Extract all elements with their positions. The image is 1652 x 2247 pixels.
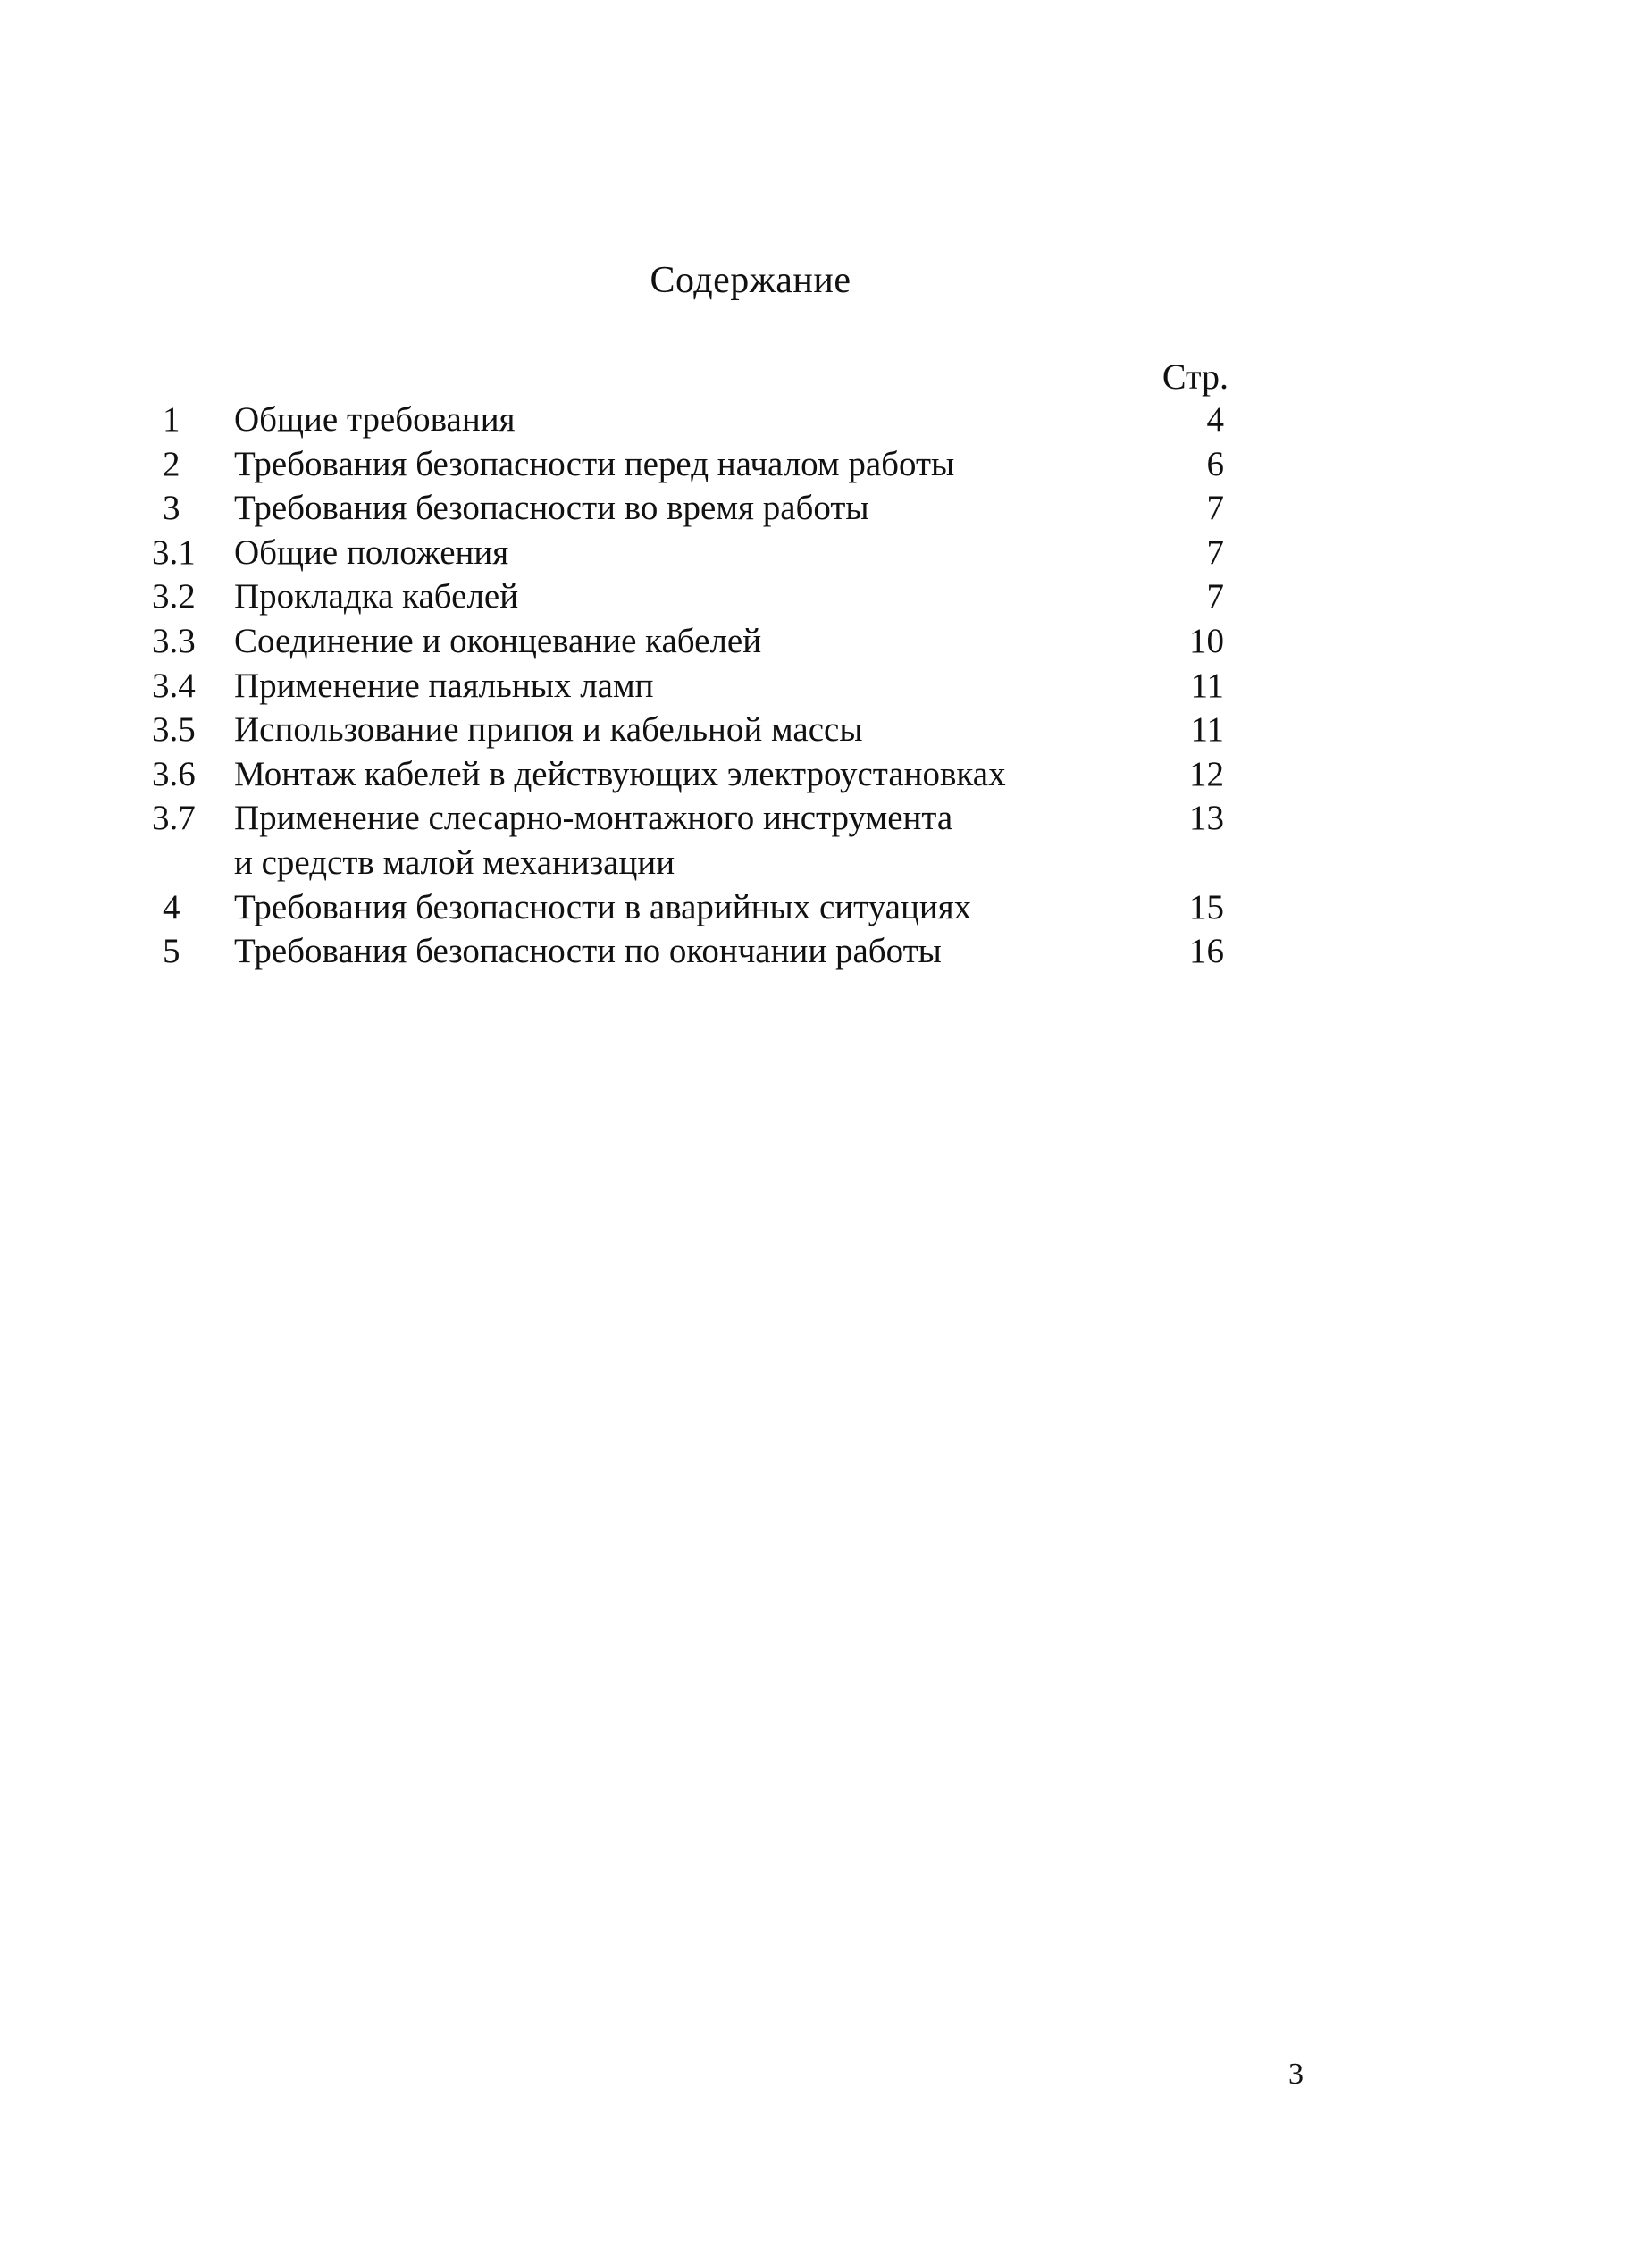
toc-entry-page: 16 <box>1189 932 1224 971</box>
toc-entry <box>152 752 1242 797</box>
page-column-header: Стр. <box>1161 356 1229 397</box>
toc-entry-page: 12 <box>1189 754 1224 793</box>
toc-entry-title: Требования безопасности перед началом работы <box>234 444 955 483</box>
toc-entry-number: 3.3 <box>152 621 196 660</box>
page-number: 3 <box>1288 2058 1304 2091</box>
toc-entry <box>152 398 1242 442</box>
toc-entry <box>152 708 1242 752</box>
toc-entry-number: 3.1 <box>152 532 196 572</box>
toc-entry-title-continuation: и средств малой механизации <box>234 843 675 882</box>
toc-entry-page: 4 <box>1206 400 1224 439</box>
toc-entry-number: 4 <box>163 887 180 926</box>
toc-entry-page: 7 <box>1206 489 1224 528</box>
toc-entry-number: 1 <box>163 400 180 439</box>
toc-entry <box>152 796 1242 841</box>
toc-entry-number: 3.4 <box>152 666 196 705</box>
toc-entry-title: Использование припоя и кабельной массы <box>234 710 863 750</box>
toc-entry-page: 15 <box>1189 887 1224 926</box>
toc-list <box>152 398 1242 974</box>
toc-entry-title: Соединение и оконцевание кабелей <box>234 621 762 660</box>
toc-entry <box>152 619 1242 664</box>
toc-entry-title: Применение паяльных ламп <box>234 666 654 705</box>
toc-entry <box>152 929 1242 974</box>
toc-title: Содержание <box>650 260 851 301</box>
toc-entry-title: Требования безопасности в аварийных ситуациях <box>234 887 972 926</box>
toc-entry <box>152 486 1242 531</box>
toc-entry-page: 10 <box>1189 621 1224 660</box>
toc-entry-title: Прокладка кабелей <box>234 577 519 616</box>
toc-entry-title: Требования безопасности по окончании работы <box>234 932 942 971</box>
toc-entry-page: 6 <box>1206 444 1224 483</box>
toc-entry <box>152 885 1242 930</box>
toc-entry-title: Применение слесарно-монтажного инструмента <box>234 799 953 838</box>
toc-entry-number: 2 <box>163 444 180 483</box>
toc-entry <box>152 574 1242 619</box>
toc-entry-title: Общие положения <box>234 532 509 572</box>
toc-entry-title: Общие требования <box>234 400 516 439</box>
toc-entry-number: 3.5 <box>152 710 196 750</box>
toc-entry-continuation <box>152 841 1242 885</box>
toc-entry-number: 3.2 <box>152 577 196 616</box>
toc-entry-number: 5 <box>163 932 180 971</box>
toc-entry-number: 3.6 <box>152 754 196 793</box>
toc-entry-page: 11 <box>1190 666 1224 705</box>
toc-entry <box>152 664 1242 708</box>
toc-entry-number: 3.7 <box>152 799 196 838</box>
toc-entry <box>152 442 1242 487</box>
toc-entry-title: Монтаж кабелей в действующих электроустановках <box>234 754 1006 793</box>
toc-entry-page: 11 <box>1190 710 1224 750</box>
toc-entry <box>152 531 1242 575</box>
toc-entry-number: 3 <box>163 489 180 528</box>
toc-entry-title: Требования безопасности во время работы <box>234 489 869 528</box>
toc-entry-page: 7 <box>1206 532 1224 572</box>
toc-entry-page: 13 <box>1189 799 1224 838</box>
toc-entry-page: 7 <box>1206 577 1224 616</box>
